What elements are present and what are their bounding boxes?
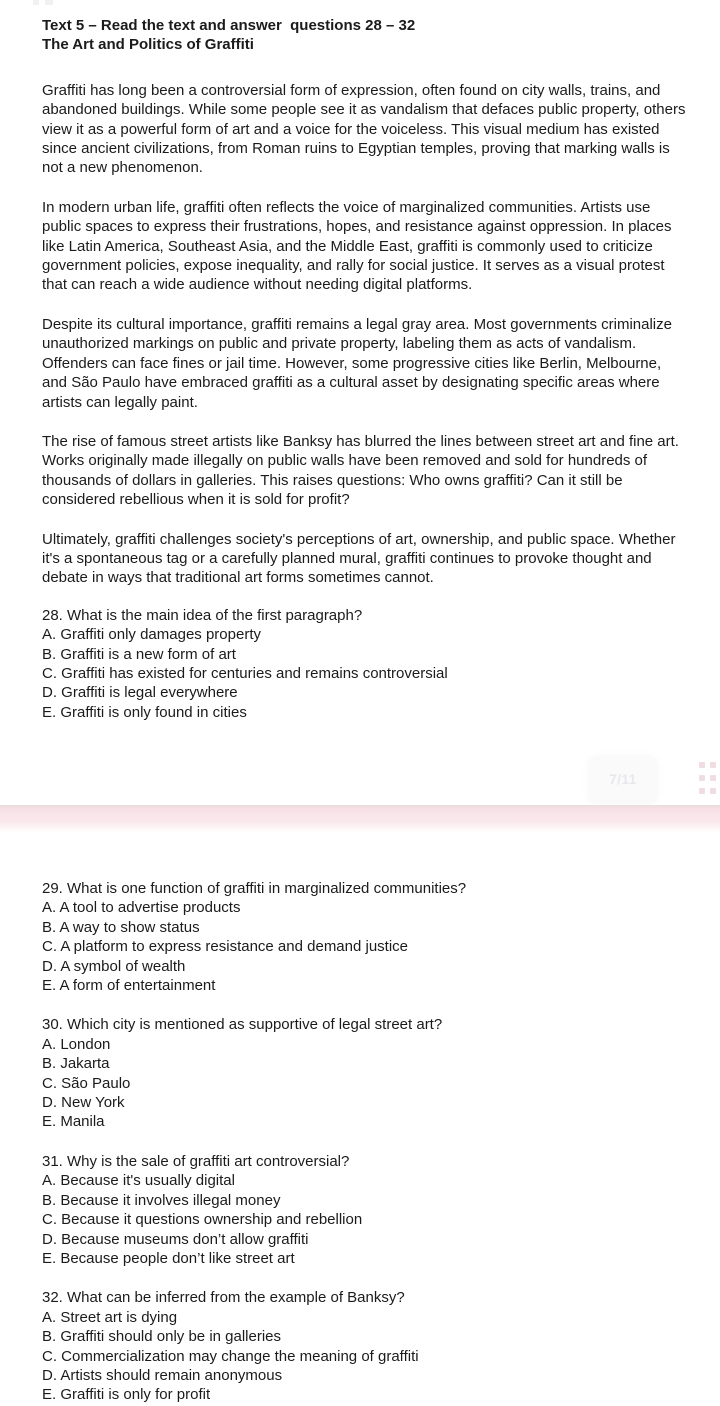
answer-option: E. Because people don’t like street art	[42, 1249, 295, 1267]
question-30	[42, 1015, 690, 1131]
question-prompt: 30. Which city is mentioned as supportive of legal street art?	[42, 1016, 443, 1034]
answer-option: A. Because it's usually digital	[42, 1172, 235, 1190]
question-29	[42, 879, 690, 995]
answer-option: E. Manila	[42, 1113, 105, 1131]
passage-paragraph: In modern urban life, graffiti often reflects the voice of marginalized communities. Artists use public spaces to express their frustrations, hopes, and resistance against oppression. In places like Latin America, Southeast Asia, and the Middle East, graffiti is commonly used to criticize government policies, expose inequality, and rally for social justice. It serves as a visual protest that can reach a wide audience without needing digital platforms.	[42, 198, 672, 294]
answer-option: A. Graffiti only damages property	[42, 626, 261, 644]
question-31	[42, 1152, 690, 1268]
answer-option: D. Graffiti is legal everywhere	[42, 684, 238, 702]
scroll-handle-dots-icon[interactable]	[699, 762, 716, 794]
pdf-page-8	[42, 879, 690, 1405]
answer-option: E. A form of entertainment	[42, 977, 216, 995]
answer-option: B. Graffiti should only be in galleries	[42, 1328, 282, 1346]
question-prompt: 31. Why is the sale of graffiti art controversial?	[42, 1152, 350, 1170]
answer-option: B. Graffiti is a new form of art	[42, 645, 236, 663]
question-prompt: 32. What can be inferred from the example of Banksy?	[42, 1289, 405, 1307]
question-prompt: 29. What is one function of graffiti in marginalized communities?	[42, 880, 467, 897]
pdf-page-7	[42, 0, 690, 722]
page-indicator-badge	[588, 756, 658, 804]
passage-title: The Art and Politics of Graffiti	[42, 36, 254, 54]
passage-paragraph: Despite its cultural importance, graffiti remains a legal gray area. Most governments criminalize unauthorized markings on public and private property, labeling them as acts of vandalism. Offenders can face fines or jail time. However, some progressive cities like Berlin, Melbourne, and São Paulo have embraced graffiti as a cultural asset by designating specific areas where artists can legally paint.	[42, 315, 672, 411]
answer-option: E. Graffiti is only found in cities	[42, 703, 247, 721]
answer-option: A. A tool to advertise products	[42, 899, 241, 917]
answer-option: B. A way to show status	[42, 918, 200, 936]
answer-option: B. Because it involves illegal money	[42, 1191, 281, 1209]
question-prompt: 28. What is the main idea of the first paragraph?	[42, 606, 363, 624]
passage-paragraph: Ultimately, graffiti challenges society's perceptions of art, ownership, and public space. Whether it's a spontaneous tag or a carefully planned mural, graffiti continues to provoke thought and debate in ways that traditional art forms sometimes cannot.	[42, 530, 676, 587]
answer-option: C. São Paulo	[42, 1074, 131, 1092]
page-gap-divider	[0, 805, 720, 833]
passage-instruction-heading: Text 5 – Read the text and answer questions 28 – 32	[42, 17, 416, 34]
question-28	[42, 606, 690, 722]
answer-option: C. Graffiti has existed for centuries and remains controversial	[42, 664, 448, 682]
answer-option: A. London	[42, 1035, 111, 1053]
answer-option: B. Jakarta	[42, 1055, 110, 1073]
question-32	[42, 1288, 690, 1404]
answer-option: A. Street art is dying	[42, 1308, 178, 1326]
answer-option: C. A platform to express resistance and demand justice	[42, 938, 409, 956]
answer-option: C. Because it questions ownership and rebellion	[42, 1211, 363, 1229]
passage-paragraph: The rise of famous street artists like Banksy has blurred the lines between street art and fine art. Works originally made illegally on public walls have been removed and sold for hundreds of thousands of dollars in galleries. This raises questions: Who owns graffiti? Can it still be considered rebellious when it is sold for profit?	[42, 432, 679, 509]
answer-option: D. New York	[42, 1094, 125, 1112]
answer-option: D. A symbol of wealth	[42, 957, 186, 975]
answer-option: C. Commercialization may change the meaning of graffiti	[42, 1347, 419, 1365]
answer-option: E. Graffiti is only for profit	[42, 1386, 211, 1404]
page-indicator-label: 7/11	[609, 772, 637, 788]
answer-option: D. Artists should remain anonymous	[42, 1366, 283, 1384]
answer-option: D. Because museums don’t allow graffiti	[42, 1230, 309, 1248]
page-top-artifact	[33, 0, 39, 5]
passage-paragraph: Graffiti has long been a controversial form of expression, often found on city walls, trains, and abandoned buildings. While some people see it as vandalism that defaces public property, others view it as a powerful form of art and a voice for the voiceless. This visual medium has existed since ancient civilizations, from Roman ruins to Egyptian temples, proving that marking walls is not a new phenomenon.	[42, 81, 686, 177]
